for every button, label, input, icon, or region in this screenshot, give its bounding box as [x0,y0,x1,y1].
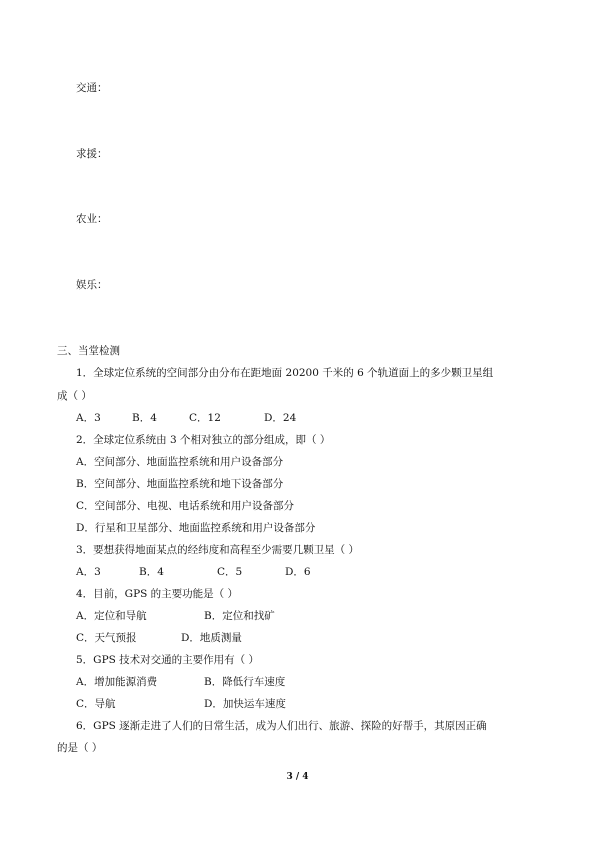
question-6-stem-line2: 的是（ ） [57,742,103,754]
question-5-options-row1 [76,675,536,689]
question-4-stem: 4．目前，GPS 的主要功能是（ ） [76,588,239,600]
question-5-option-b: B．降低行车速度 [204,676,286,688]
question-1-option-d: D．24 [264,412,297,424]
question-5-option-a: A．增加能源消费 [76,676,158,688]
field-entertainment: 娱乐： [76,279,108,291]
question-5-option-c: C．导航 [76,698,116,710]
field-agriculture: 农业： [76,213,108,225]
question-4-option-a: A．定位和导航 [76,610,147,622]
question-6-stem-line1: 6．GPS 逐渐走进了人们的日常生活，成为人们出行、旅游、探险的好帮手，其原因正确 [76,720,487,732]
question-4-options-row1 [76,609,536,623]
question-4-option-d: D．地质测量 [181,632,242,644]
question-3-stem: 3．要想获得地面某点的经纬度和高程至少需要几颗卫星（ ） [76,544,360,556]
page-number: 3 / 4 [286,772,309,782]
field-traffic: 交通： [76,82,108,94]
field-rescue: 求援： [76,148,108,160]
question-4-options-row2 [76,631,536,645]
question-2-stem: 2．全球定位系统由 3 个相对独立的部分组成，即（ ） [76,434,331,446]
question-4-option-b: B．定位和找矿 [204,610,275,622]
question-3-option-d: D．6 [285,566,311,578]
question-5-options-row2 [76,697,536,711]
question-4-option-c: C．天气预报 [76,632,137,644]
question-1-option-b: B．4 [132,412,157,424]
question-2-option-d: D．行星和卫星部分、地面监控系统和用户设备部分 [76,522,316,534]
question-1-stem-line2: 成（ ） [57,390,92,402]
question-3-option-a: A．3 [76,566,101,578]
question-3-option-b: B．4 [139,566,164,578]
question-1-stem-line1: 1．全球定位系统的空间部分由分布在距地面 20200 千米的 6 个轨道面上的多少颗卫星组 [76,367,494,379]
question-5-stem: 5．GPS 技术对交通的主要作用有（ ） [76,654,260,666]
question-1-options [76,411,536,425]
question-1-option-a: A．3 [76,412,101,424]
question-5-option-d: D．加快运车速度 [204,698,286,710]
question-3-options [76,565,536,579]
question-3-option-c: C．5 [217,566,243,578]
question-1-option-c: C．12 [189,412,221,424]
section-title: 三、当堂检测 [57,345,120,357]
question-2-option-b: B．空间部分、地面监控系统和地下设备部分 [76,478,284,490]
question-2-option-a: A．空间部分、地面监控系统和用户设备部分 [76,456,284,468]
question-2-option-c: C．空间部分、电视、电话系统和用户设备部分 [76,500,295,512]
